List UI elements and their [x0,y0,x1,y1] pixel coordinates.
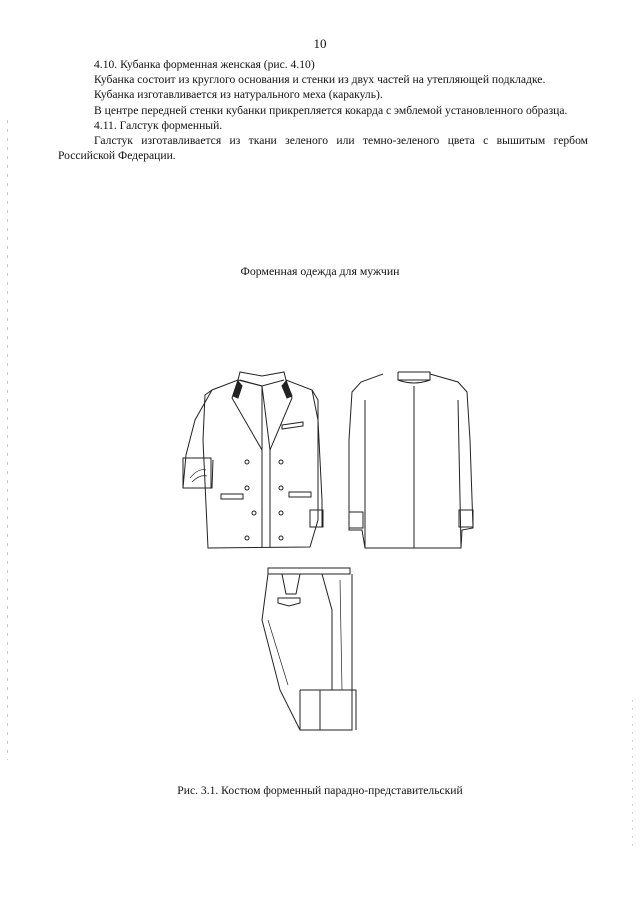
paragraph-tie-heading: 4.11. Галстук форменный. [94,118,223,132]
section-title: Форменная одежда для мужчин [240,264,400,278]
paragraph-kubanka-structure: Кубанка состоит из круглого основания и стенки из двух частей на утепляющей подкладке. [94,73,546,87]
jacket-front-drawing [183,372,323,548]
paragraph-kubanka-heading: 4.10. Кубанка форменная женская (рис. 4.10) [94,58,315,71]
page-number: 10 [313,36,327,51]
paragraph-kubanka-material: Кубанка изготавливается из натурального меха (каракуль). [94,88,383,102]
trousers-drawing [262,568,356,730]
paragraph-kubanka-cockade: В центре передней стенки кубанки прикрепляется кокарда с эмблемой установленного образца. [94,103,568,117]
paragraph-tie-description: Галстук изготавливается из ткани зеленого или темно-зеленого цвета с вышитым гербом Российской Федерации. [58,134,588,163]
figure-caption: Рис. 3.1. Костюм форменный парадно-представительский [177,784,463,797]
jacket-back-drawing [349,372,473,548]
